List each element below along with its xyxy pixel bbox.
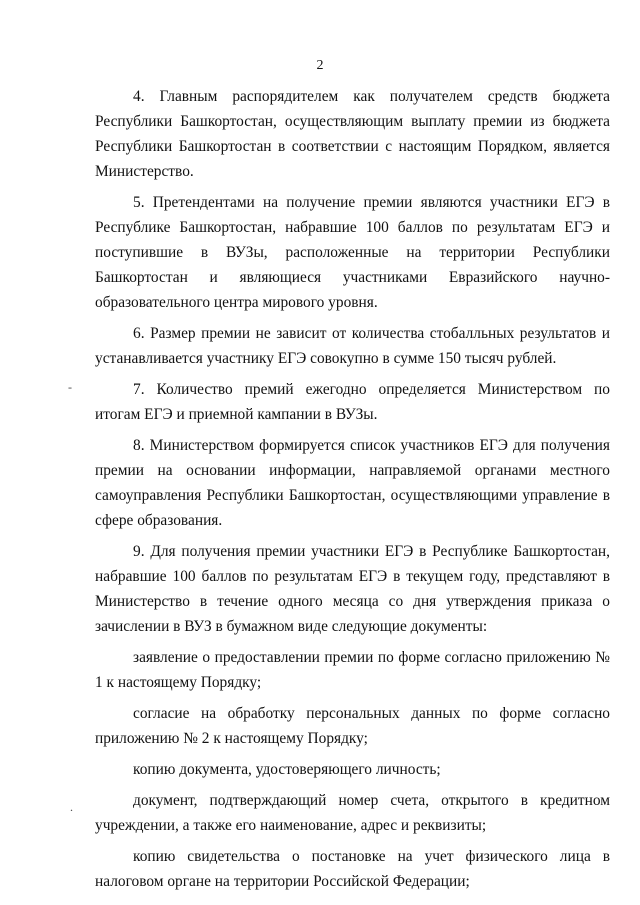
page-number: 2: [316, 58, 324, 73]
list-item-identity-copy: копию документа, удостоверяющего личность;: [133, 761, 441, 778]
margin-mark-dot: .: [70, 800, 73, 814]
list-item-data-consent: согласие на обработку персональных данных по форме согласно приложению № 2 к настоящему Порядку;: [95, 705, 610, 747]
paragraph-4-chief-administrator: 4. Главным распорядителем как получателем средств бюджета Республики Башкортостан, осуществляющим выплату премии из бюджета Республики Башкортостан в соответствии с настоящим Порядком, является Министерство.: [95, 88, 610, 180]
paragraph-6-prize-amount: 6. Размер премии не зависит от количества стобалльных результатов и устанавливается участнику ЕГЭ совокупно в сумме 150 тысяч рублей.: [95, 325, 610, 367]
document-body: [95, 84, 610, 900]
paragraph-8-participant-list: 8. Министерством формируется список участников ЕГЭ для получения премии на основании информации, направляемой органами местного самоуправления Республики Башкортостан, осуществляющими управление в сфере образования.: [95, 437, 610, 529]
margin-mark-dash: -: [68, 380, 72, 394]
paragraph-9-documents-required: 9. Для получения премии участники ЕГЭ в Республике Башкортостан, набравшие 100 баллов по результатам ЕГЭ в текущем году, представляют в Министерство в течение одного месяца со дня утверждения приказа о зачислении в ВУЗ в бумажном виде следующие документы:: [95, 543, 610, 635]
paragraph-5-applicants: 5. Претендентами на получение премии являются участники ЕГЭ в Республике Башкортостан, набравшие 100 баллов по результатам ЕГЭ и поступившие в ВУЗы, расположенные на территории Республики Башкортостан и являющиеся участниками Евразийского научно-образовательного центра мирового уровня.: [95, 194, 610, 311]
list-item-tax-certificate: копию свидетельства о постановке на учет физического лица в налоговом органе на территории Российской Федерации;: [95, 848, 610, 890]
list-item-application: заявление о предоставлении премии по форме согласно приложению № 1 к настоящему Порядку;: [95, 649, 610, 691]
paragraph-7-prize-count: 7. Количество премий ежегодно определяется Министерством по итогам ЕГЭ и приемной кампании в ВУЗы.: [95, 381, 610, 423]
list-item-bank-account: документ, подтверждающий номер счета, открытого в кредитном учреждении, а также его наименование, адрес и реквизиты;: [95, 792, 610, 834]
